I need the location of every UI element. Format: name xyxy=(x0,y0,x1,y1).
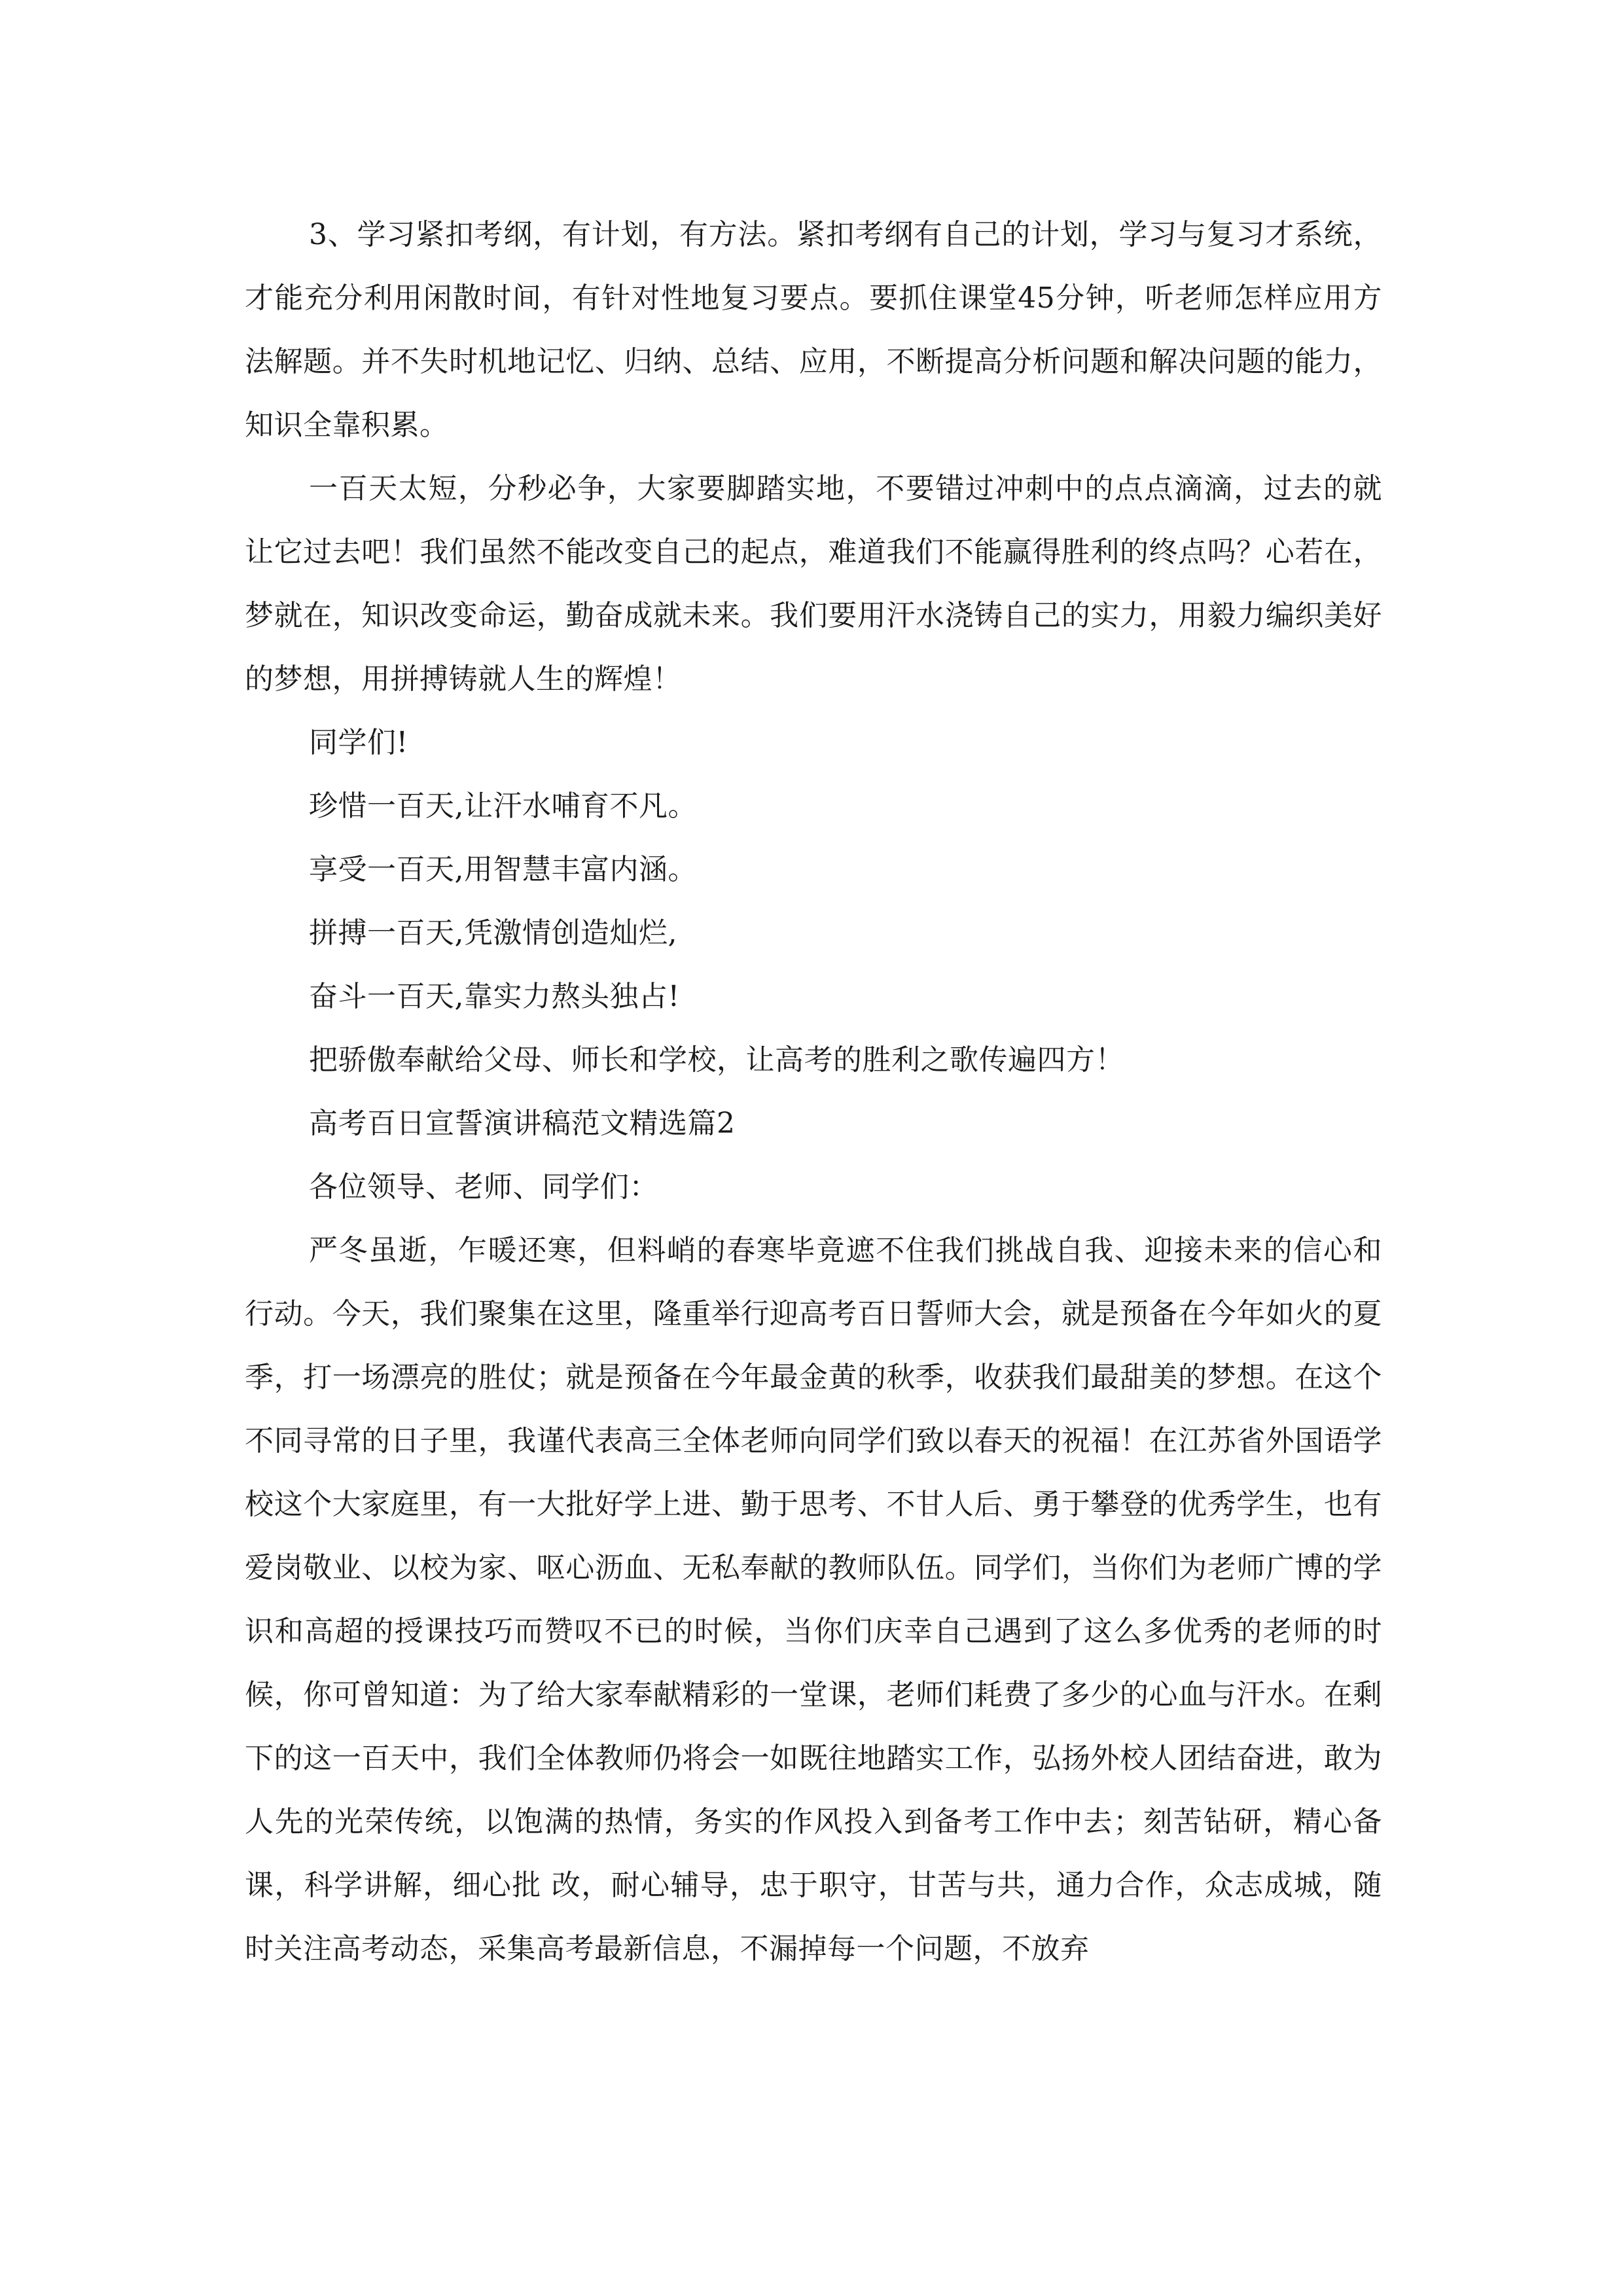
paragraph-struggle: 奋斗一百天,靠实力熬头独占! xyxy=(309,980,680,1013)
paragraph-speech-body: 严冬虽逝，乍暖还寒，但料峭的春寒毕竟遮不住我们挑战自我、迎接未来的信心和行动。今天，我们聚集在这里，隆重举行迎高考百日誓师大会，就是预备在今年如火的夏季，打一场漂亮的胜仗；就是预备在今年最金黄的秋季，收获我们最甜美的梦想。在这个不同寻常的日子里，我谨代表高三全体老师向同学们致以春天的祝福！在江苏省外国语学校这个大家庭里，有一大批好学上进、勤于思考、不甘人后、勇于攀登的优秀学生，也有爱岗敬业、以校为家、呕心沥血、无私奉献的教师队伍。同学们，当你们为老师广博的学识和高超的授课技巧而赞叹不已的时候，当你们庆幸自己遇到了这么多优秀的老师的时候，你可曾知道：为了给大家奉献精彩的一堂课，老师们耗费了多少的心血与汗水。在剩下的这一百天中，我们全体教师仍将会一如既往地踏实工作，弘扬外校人团结奋进，敢为人先的光荣传统，以饱满的热情，务实的作风投入到备考工作中去；刻苦钻研，精心备课，科学讲解，细心批 改，耐心辅导，忠于职守，甘苦与共，通力合作，众志成城，随时关注高考动态，采集高考最新信息，不漏掉每一个问题，不放弃 xyxy=(245,1234,1382,1965)
document-body xyxy=(245,203,1382,1981)
paragraph-study-method: 3、学习紧扣考纲，有计划，有方法。紧扣考纲有自己的计划，学习与复习才系统，才能充分利用闲散时间，有针对性地复习要点。要抓住课堂45分钟，听老师怎样应用方法解题。并不失时机地记忆、归纳、总结、应用，不断提高分析问题和解决问题的能力，知识全靠积累。 xyxy=(245,218,1382,442)
paragraph-hundred-days: 一百天太短，分秒必争，大家要脚踏实地，不要错过冲刺中的点点滴滴，过去的就让它过去吧！我们虽然不能改变自己的起点，难道我们不能赢得胜利的终点吗？心若在，梦就在，知识改变命运，勤奋成就未来。我们要用汗水浇铸自己的实力，用毅力编织美好的梦想，用拼搏铸就人生的辉煌！ xyxy=(245,472,1382,696)
paragraph-enjoy: 享受一百天,用智慧丰富内涵。 xyxy=(309,853,697,886)
paragraph-pride: 把骄傲奉献给父母、师长和学校，让高考的胜利之歌传遍四方！ xyxy=(309,1043,1124,1077)
paragraph-salutation: 各位领导、老师、同学们： xyxy=(309,1170,658,1204)
paragraph-strive: 拼搏一百天,凭激情创造灿烂, xyxy=(309,916,677,950)
section-heading: 高考百日宣誓演讲稿范文精选篇2 xyxy=(309,1107,736,1140)
paragraph-classmates: 同学们! xyxy=(309,726,408,759)
paragraph-cherish: 珍惜一百天,让汗水哺育不凡。 xyxy=(309,789,697,823)
